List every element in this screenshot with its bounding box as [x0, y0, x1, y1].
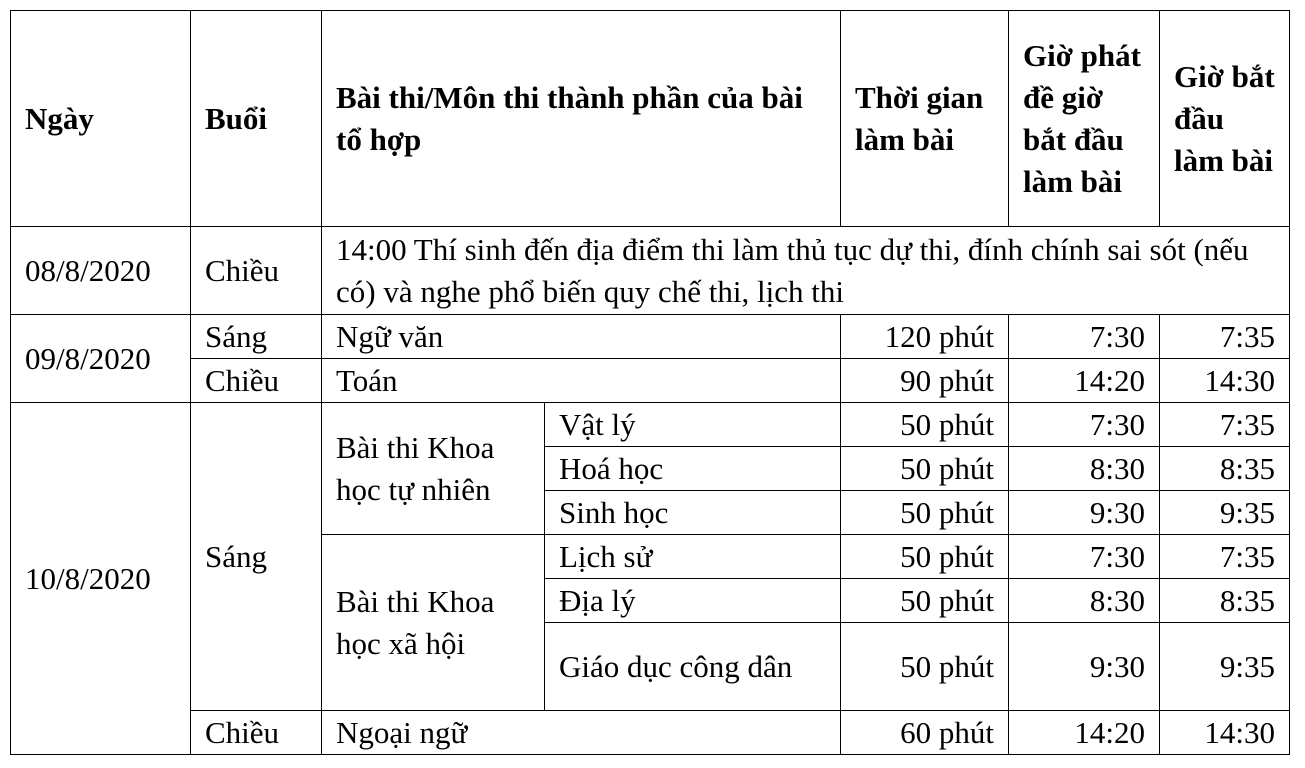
note-cell: 14:00 Thí sinh đến địa điểm thi làm thủ tục dự thi, đính chính sai sót (nếu có) và nghe phổ biến quy chế thi, lịch thi: [322, 227, 1290, 315]
handout-time-cell: 9:30: [1009, 491, 1160, 535]
exam-group-cell: Bài thi Khoa học tự nhiên: [322, 403, 545, 535]
duration-cell: 90 phút: [841, 359, 1009, 403]
handout-time-cell: 8:30: [1009, 579, 1160, 623]
duration-cell: 50 phút: [841, 403, 1009, 447]
header-subject: Bài thi/Môn thi thành phần của bài tổ hợp: [322, 11, 841, 227]
date-cell: 09/8/2020: [11, 315, 191, 403]
session-cell: Chiều: [191, 711, 322, 755]
header-row: [11, 11, 1290, 227]
exam-schedule-table: [10, 10, 1290, 755]
table-row: [11, 359, 1290, 403]
header-duration: Thời gian làm bài: [841, 11, 1009, 227]
subject-cell: Sinh học: [545, 491, 841, 535]
handout-time-cell: 9:30: [1009, 623, 1160, 711]
duration-cell: 50 phút: [841, 535, 1009, 579]
subject-cell: Toán: [322, 359, 841, 403]
start-time-cell: 7:35: [1160, 315, 1290, 359]
exam-group-cell: Bài thi Khoa học xã hội: [322, 535, 545, 711]
header-session: Buổi: [191, 11, 322, 227]
date-cell: 08/8/2020: [11, 227, 191, 315]
start-time-cell: 7:35: [1160, 535, 1290, 579]
duration-cell: 50 phút: [841, 491, 1009, 535]
handout-time-cell: 14:20: [1009, 711, 1160, 755]
subject-cell: Hoá học: [545, 447, 841, 491]
start-time-cell: 8:35: [1160, 579, 1290, 623]
start-time-cell: 14:30: [1160, 711, 1290, 755]
handout-time-cell: 7:30: [1009, 403, 1160, 447]
subject-cell: Lịch sử: [545, 535, 841, 579]
subject-cell: Ngoại ngữ: [322, 711, 841, 755]
table-row: [11, 227, 1290, 315]
table-row: [11, 711, 1290, 755]
subject-cell: Giáo dục công dân: [545, 623, 841, 711]
session-cell: Chiều: [191, 227, 322, 315]
session-cell: Sáng: [191, 315, 322, 359]
subject-cell: Vật lý: [545, 403, 841, 447]
duration-cell: 50 phút: [841, 447, 1009, 491]
duration-cell: 60 phút: [841, 711, 1009, 755]
start-time-cell: 14:30: [1160, 359, 1290, 403]
subject-cell: Địa lý: [545, 579, 841, 623]
handout-time-cell: 14:20: [1009, 359, 1160, 403]
handout-time-cell: 7:30: [1009, 315, 1160, 359]
subject-cell: Ngữ văn: [322, 315, 841, 359]
start-time-cell: 9:35: [1160, 491, 1290, 535]
session-cell: Chiều: [191, 359, 322, 403]
header-start-time: Giờ bắt đầu làm bài: [1160, 11, 1290, 227]
duration-cell: 50 phút: [841, 579, 1009, 623]
duration-cell: 120 phút: [841, 315, 1009, 359]
start-time-cell: 8:35: [1160, 447, 1290, 491]
start-time-cell: 7:35: [1160, 403, 1290, 447]
start-time-cell: 9:35: [1160, 623, 1290, 711]
header-date: Ngày: [11, 11, 191, 227]
duration-cell: 50 phút: [841, 623, 1009, 711]
table-row: [11, 403, 1290, 447]
handout-time-cell: 8:30: [1009, 447, 1160, 491]
date-cell: 10/8/2020: [11, 403, 191, 755]
handout-time-cell: 7:30: [1009, 535, 1160, 579]
session-cell: Sáng: [191, 403, 322, 711]
table-row: [11, 315, 1290, 359]
header-handout-time: Giờ phát đề giờ bắt đầu làm bài: [1009, 11, 1160, 227]
